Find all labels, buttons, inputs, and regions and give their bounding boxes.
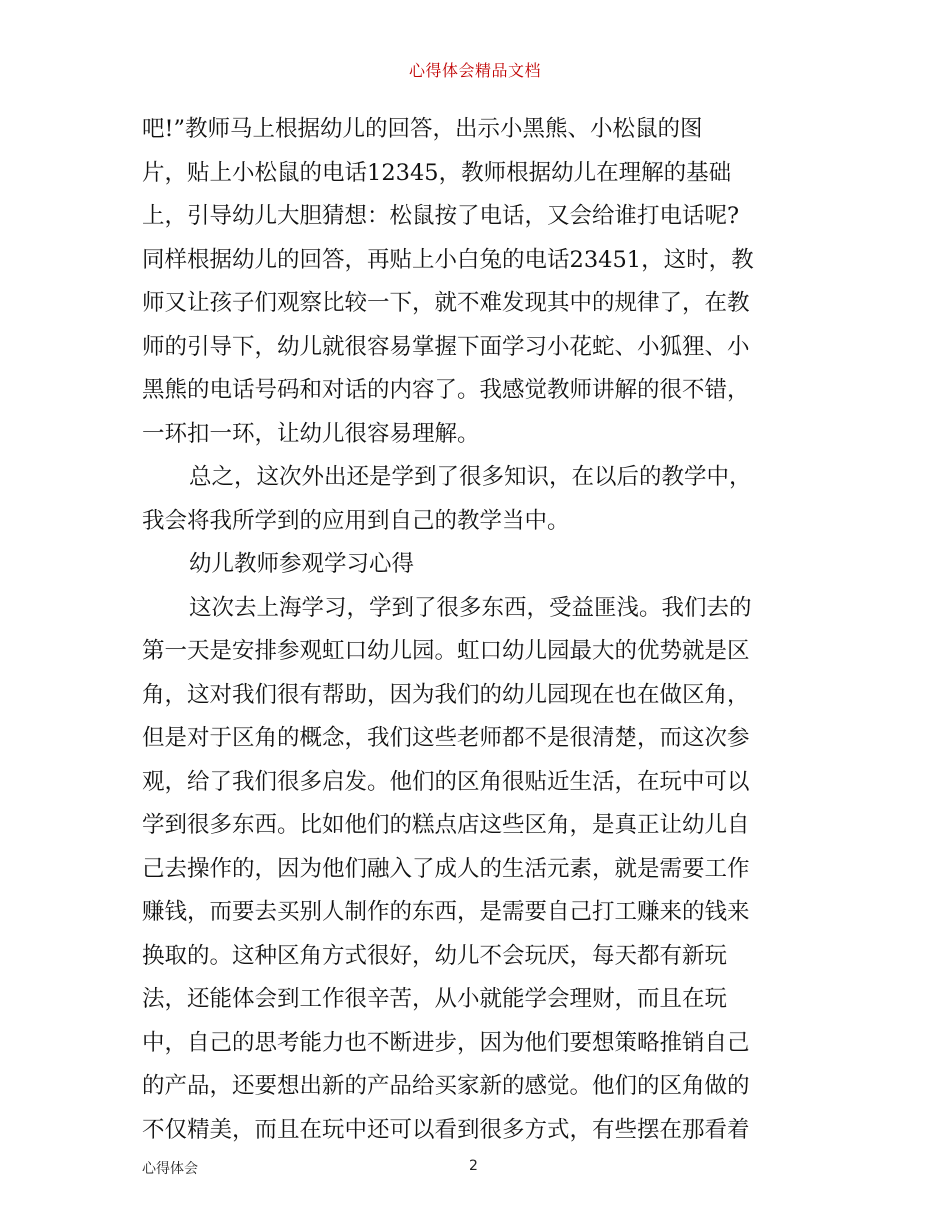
- text-line: 吧!”教师马上根据幼儿的回答，出示小黑熊、小松鼠的图: [142, 116, 703, 142]
- footer-label: 心得体会: [142, 1161, 198, 1177]
- section-heading: 幼儿教师参观学习心得: [189, 551, 415, 577]
- paragraph-start-line: 总之，这次外出还是学到了很多知识，在以后的教学中，: [189, 464, 752, 490]
- text-line: 己去操作的，因为他们融入了成人的生活元素，就是需要工作: [142, 855, 750, 882]
- text-line: 一环扣一环，让幼儿很容易理解。: [142, 420, 480, 447]
- text-line: 黑熊的电话号码和对话的内容了。我感觉教师讲解的很不错，: [142, 377, 750, 403]
- text-line: 赚钱，而要去买别人制作的东西，是需要自己打工赚来的钱来: [142, 899, 750, 925]
- text-line: 我会将我所学到的应用到自己的教学当中。: [142, 507, 570, 534]
- text-line: 师又让孩子们观察比较一下，就不难发现其中的规律了，在教: [142, 290, 750, 316]
- text-line: 不仅精美，而且在玩中还可以看到很多方式，有些摆在那看着: [142, 1116, 750, 1143]
- text-line: 角，这对我们很有帮助，因为我们的幼儿园现在也在做区角，: [142, 681, 750, 708]
- text-line: 师的引导下，幼儿就很容易掌握下面学习小花蛇、小狐狸、小: [142, 333, 750, 360]
- text-line: 第一天是安排参观虹口幼儿园。虹口幼儿园最大的优势就是区: [142, 638, 750, 664]
- document-body: [142, 108, 818, 1152]
- text-line: 换取的。这种区角方式很好，幼儿不会玩厌，每天都有新玩: [142, 942, 728, 969]
- text-line: 的产品，还要想出新的产品给买家新的感觉。他们的区角做的: [142, 1073, 750, 1099]
- text-line: 中，自己的思考能力也不断进步，因为他们要想策略推销自己: [142, 1029, 750, 1056]
- text-line: 法，还能体会到工作很辛苦，从小就能学会理财，而且在玩: [142, 986, 728, 1012]
- text-line: 片，贴上小松鼠的电话12345，教师根据幼儿在理解的基础: [142, 159, 732, 186]
- text-line: 但是对于区角的概念，我们这些老师都不是很清楚，而这次参: [142, 725, 750, 751]
- text-line: 观，给了我们很多启发。他们的区角很贴近生活，在玩中可以: [142, 768, 750, 795]
- text-line: 学到很多东西。比如他们的糕点店这些区角，是真正让幼儿自: [142, 812, 750, 838]
- text-line: 同样根据幼儿的回答，再贴上小白兔的电话23451，这时，教: [142, 246, 754, 273]
- page-number: 2: [469, 1158, 478, 1174]
- text-line: 上，引导幼儿大胆猜想：松鼠按了电话，又会给谁打电话呢?: [142, 203, 740, 229]
- paragraph-start-line: 这次去上海学习，学到了很多东西，受益匪浅。我们去的: [189, 594, 752, 621]
- document-header: 心得体会精品文档: [408, 61, 541, 80]
